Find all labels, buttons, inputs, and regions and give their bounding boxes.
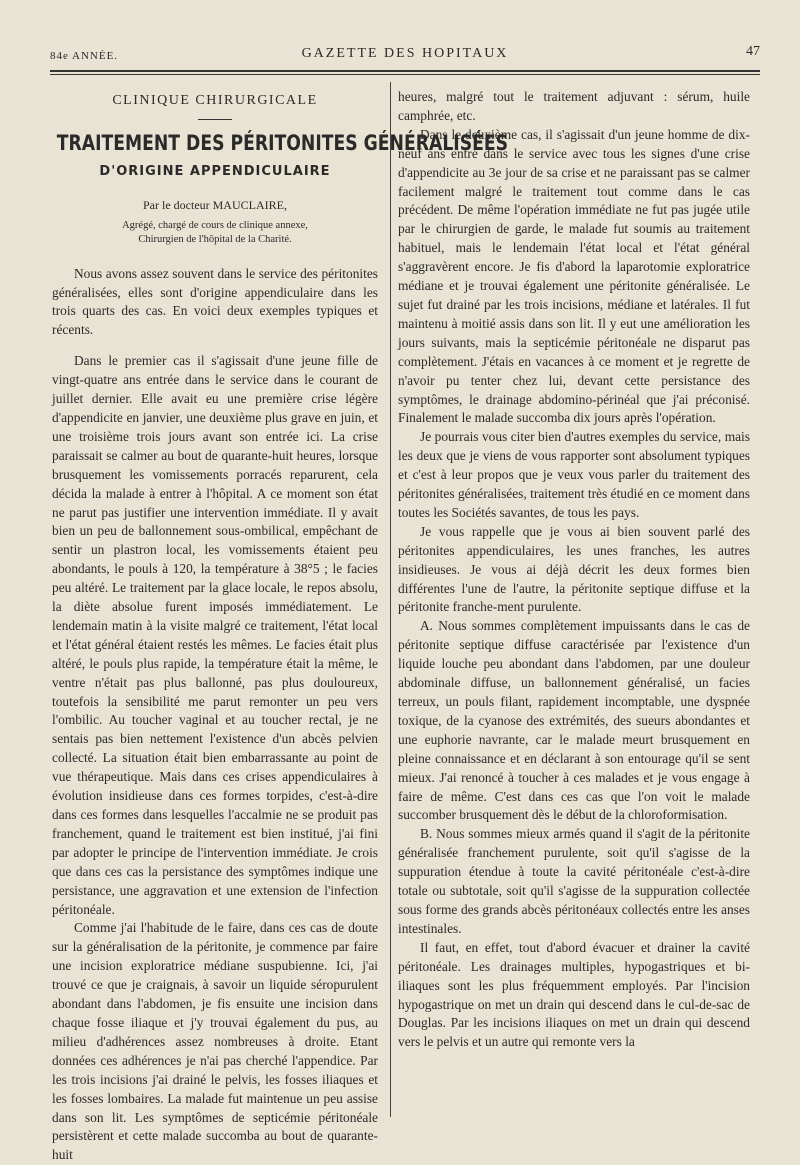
left-column [52, 88, 509, 1165]
author-affiliation-2: Chirurgien de l'hôpital de la Charité. [138, 233, 292, 245]
header-journal: GAZETTE DES HOPITAUX [301, 46, 509, 61]
header-rule-thick [50, 70, 760, 72]
paragraph: Dans le deuxième cas, il s'agissait d'un jeune homme de dix-neuf ans entré dans le service avec tous les signes d'une crise d'appendicite au 3e jour de sa crise et ne paraissant pas se calmer facilement malgré le traitement tout comme dans le cas précédent. De même l'opération immédiate ne fut pas jugée utile par le chirurgien de garde, le malade fut soumis au traitement habituel, mais le lendemain l'état local et l'état général s'aggravèrent encore. Je fis d'abord la laparotomie exploratrice médiane et je trouvai également une péritonite généralisée. Le sujet fut drainé par les trois incisions, médiane et latérales. Il fut maintenu à moitié assis dans son lit. Il y eut une amélioration les jours suivants, mais la septicémie péritonéale ne disparut pas complètement. J'étais en vacances à ce moment et je regrette de n'avoir pu tenter chez lui, devant cette persistance des symptômes, le drainage abdomino-périnéal que j'ai préconisé. Finalement le malade succomba dix jours après l'opération. [398, 126, 750, 426]
article-title: TRAITEMENT DES PÉRITONITES GÉNÉRALISÉES [56, 130, 509, 155]
header-page-number: 47 [746, 44, 760, 59]
article-author: Par le docteur MAUCLAIRE, [143, 197, 287, 212]
paragraph: Je vous rappelle que je vous ai bien souvent parlé des péritonites appendiculaires, les unes franches, les autres insidieuses. Je vous ai déjà décrit les deux formes bien différentes l'une de l'autre, la péritonite septique diffuse et la péritonite franche-ment purulente. [398, 523, 750, 615]
header-rule-thin [50, 74, 760, 75]
author-affiliation-1: Agrégé, chargé de cours de clinique annexe, [122, 219, 308, 231]
section-rule [198, 119, 232, 120]
paragraph: B. Nous sommes mieux armés quand il s'agit de la péritonite généralisée franchement purulente, soit qu'il s'agisse de la suppuration étendue à toute la cavité péritonéale c'est-à-dire totale ou subtotale, soit qu'il s'agisse de la suppuration collectée sous forme des grands abcès péritonéaux collectés entre les anses intestinales. [398, 826, 750, 936]
paragraph: Comme j'ai l'habitude de le faire, dans ces cas de doute sur la généralisation de la péritonite, je commence par faire une incision exploratrice médiane suspubienne. Ici, j'ai trouvé ce que je craignais, à savoir un liquide séropurulent abondant dans l'abdomen, je fis ensuite une incision dans chaque fosse iliaque et j'y trouvai également du pus, au milieu d'adhérences assez nombreuses à droite. Etant données ces adhérences je n'ai pas cherché l'appendice. Par les trois incisions j'ai drainé le pelvis, les fosses iliaques et les fosses lombaires. La malade fut maintenue un peu assise dans son lit. Les symptômes de septicémie péritonéale persistèrent et cette malade succomba au bout de quarante-huit [52, 920, 378, 1163]
section-heading: CLINIQUE CHIRURGICALE [112, 93, 318, 108]
paragraph: Dans le premier cas il s'agissait d'une jeune fille de vingt-quatre ans entrée dans le service dans le courant de juillet dernier. Elle avait eu une première crise légère d'appendicite en janvier, une deuxième plus grave en juin, et une troisième trois jours avant son entrée ici. La crise paraissait se calmer au bout de quarante-huit heures, lorsque brusquement les vomissements porracés reparurent, cela décida la malade à entrer à l'hôpital. A ce moment son état ne parut pas justifier une intervention immédiate. Il y avait bien un peu de ballonnement sous-ombilical, empêchant de sentir un plastron local, les vomissements étaient peu abondants, le pouls à 120, la température à 38°5 ; le facies peu altéré. Le traitement par la glace locale, le repos absolu, la diète absolue furent imposés immédiatement. Le lendemain matin à la visite malgré ce traitement, l'état local et l'état général étaient restés les mêmes. Le facies était plus altéré, le pouls plus rapide, la température était la même, le ventre n'était pas plus ballonné, pas plus douloureux, toutefois la sensibilité me parut remonter un peu vers l'ombilic. Au toucher vaginal et au toucher rectal, je ne sentais pas bien nettement l'existence d'un abcès pelvien collecté. La situation était bien embarrassante au point de vue thérapeutique. Mais dans ces crises appendiculaires à évolution insidieuse dans ces formes torpides, c'est-à-dire dans ces formes dans lesquelles l'accalmie ne se produit pas franchement, quand le traitement est bien institué, j'ai fini par adopter le principe de l'intervention immédiate. Je crois que dans ces cas la persistance des symptômes indique une persistance, une aggravation et une extension de l'infection péritonéale. [52, 353, 378, 917]
header-year: 84e ANNÉE. [50, 50, 119, 62]
column-divider [390, 82, 391, 1117]
paragraph: A. Nous sommes complètement impuissants dans le cas de péritonite septique diffuse caractérisée par l'existence d'un liquide louche peu abondant dans l'abdomen, par une douleur abdominale diffuse, un ballonnement généralisé, un facies terreux, un pouls filant, rapidement incomptable, une dyspnée toxique, de la cyanose des extrémités, des sueurs abondantes et une euphorie navrante, car le malade meurt brusquement en pleine connaissance et en déclarant à son entourage qu'il se sent mieux. J'ai renoncé à toucher à ces malades et je vous engage à faire de même. C'est dans ces cas que l'on voit le malade succomber brusquement dès le début de la chloroformisation. [398, 618, 750, 823]
article-subtitle: D'ORIGINE APPENDICULAIRE [99, 163, 331, 179]
paragraph: Nous avons assez souvent dans le service des péritonites généralisées, elles sont d'origine appendiculaire dans les trois quarts des cas. En voici deux exemples typiques et récents. [52, 265, 378, 338]
paragraph: Je pourrais vous citer bien d'autres exemples du service, mais les deux que je viens de vous rapporter sont absolument typiques et c'est à leur propos que je veux vous parler du traitement des péritonites généralisées, traitement très étudié en ce moment dans toutes les Sociétés savantes, de tous les pays. [398, 429, 750, 520]
running-header [50, 44, 760, 66]
paragraph: Il faut, en effet, tout d'abord évacuer et drainer la cavité péritonéale. Les drainages multiples, hypogastriques et bi-iliaques sont les plus fréquemment employés. Par l'incision hypogastrique on met un drain qui descend dans le cul-de-sac de Douglas. Par les incisions iliaques on met un drain qui descend vers le pelvis et un autre qui remonte vers la [398, 939, 750, 1050]
paragraph: heures, malgré tout le traitement adjuvant : sérum, huile camphrée, etc. [398, 89, 750, 123]
right-column [398, 88, 750, 1052]
